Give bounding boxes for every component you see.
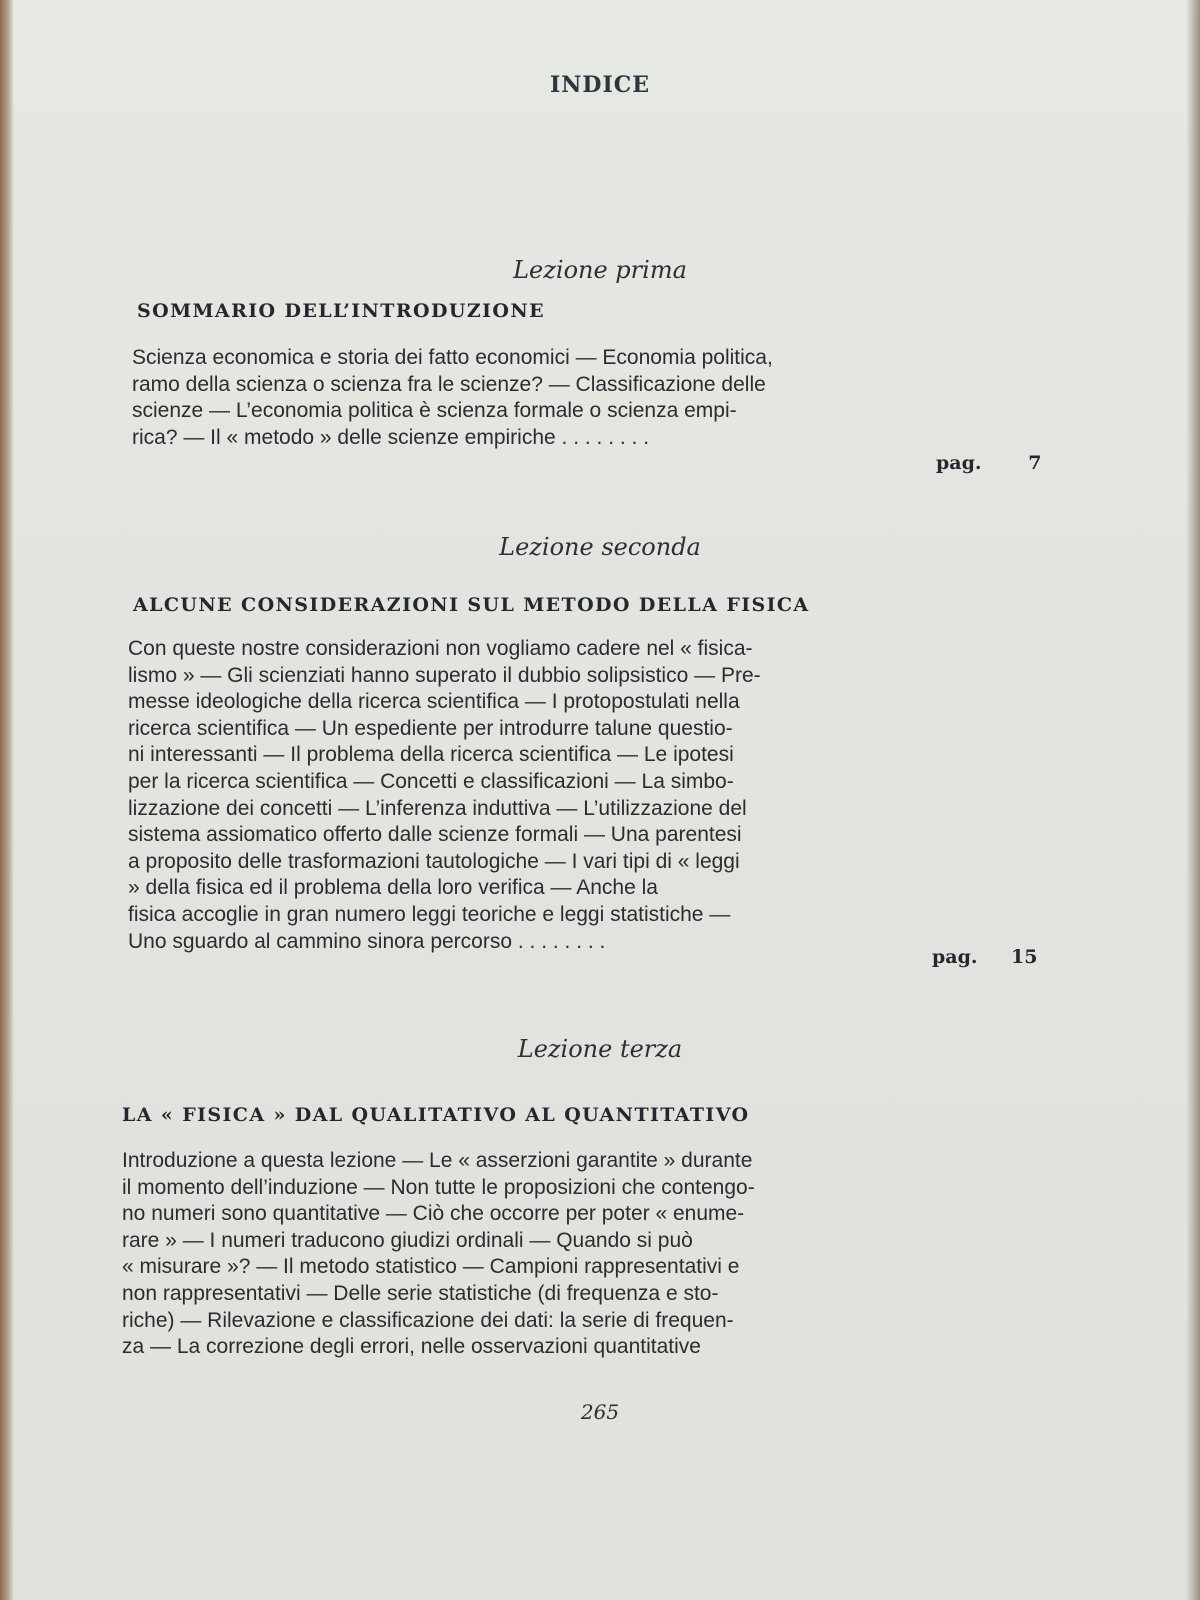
lesson-label-prima: Lezione prima [513, 256, 687, 284]
page-ref-label: pag. [932, 946, 978, 968]
page-ref-introduzione [936, 452, 1042, 474]
page-ref-number: 7 [1028, 452, 1042, 474]
page-ref-label: pag. [936, 452, 982, 474]
page-edge-right [1186, 0, 1200, 1600]
page-edge-left [0, 0, 14, 1600]
section-body-quantitativo: Introduzione a questa lezione — Le « asserzioni garantite » durante il momento dell’induzione — Non tutte le proposizioni che contengo- no numeri sono quantitative — Ciò che occorre per poter « enume- rare » — I numeri traducono giudizi ordinali — Quando si può « misurare »? — Il metodo statistico — Campioni rappresentativi e non rappresentativi — Delle serie statistiche (di frequenza e sto- riche) — Rilevazione e classificazione dei dati: la serie di frequen- za — La correzione degli errori, nelle osservazioni quantitative [122, 1149, 755, 1359]
section-heading-quantitativo: LA « FISICA » DAL QUALITATIVO AL QUANTITATIVO [122, 1104, 750, 1126]
section-heading-introduzione: SOMMARIO DELL’INTRODUZIONE [137, 300, 545, 322]
page-number: 265 [580, 1400, 620, 1424]
lesson-label-seconda: Lezione seconda [499, 533, 701, 561]
page-ref-fisica [932, 946, 1038, 968]
section-body-introduzione: Scienza economica e storia dei fatto economici — Economia politica, ramo della scienza o scienza fra le scienze? — Classificazione delle scienze — L’economia politica è scienza formale o scienza empi- rica? — Il « metodo » delle scienze empiriche . . . . . . . . [132, 346, 773, 449]
section-body-fisica: Con queste nostre considerazioni non vogliamo cadere nel « fisica- lismo » — Gli scienziati hanno superato il dubbio solipsistico — Pre- messe ideologiche della ricerca scientifica — I protopostulati nella ricerca scientifica — Un espediente per introdurre talune questio- ni interessanti — Il problema della ricerca scientifica — Le ipotesi per la ricerca scientifica — Concetti e classificazioni — La simbo- lizzazione dei concetti — L’inferenza induttiva — L’utilizzazione del sistema assiomatico offerto dalle scienze formali — Una parentesi a proposito delle trasformazioni tautologiche — I vari tipi di « leggi » della fisica ed il problema della loro verifica — Anche la fisica accoglie in gran numero leggi teoriche e leggi statistiche — Uno sguardo al cammino sinora percorso . . . . . . . . [128, 637, 761, 953]
section-heading-fisica: ALCUNE CONSIDERAZIONI SUL METODO DELLA FISICA [133, 594, 810, 616]
page-ref-number: 15 [1011, 946, 1038, 968]
lesson-label-terza: Lezione terza [517, 1035, 683, 1063]
index-title: INDICE [549, 72, 651, 98]
